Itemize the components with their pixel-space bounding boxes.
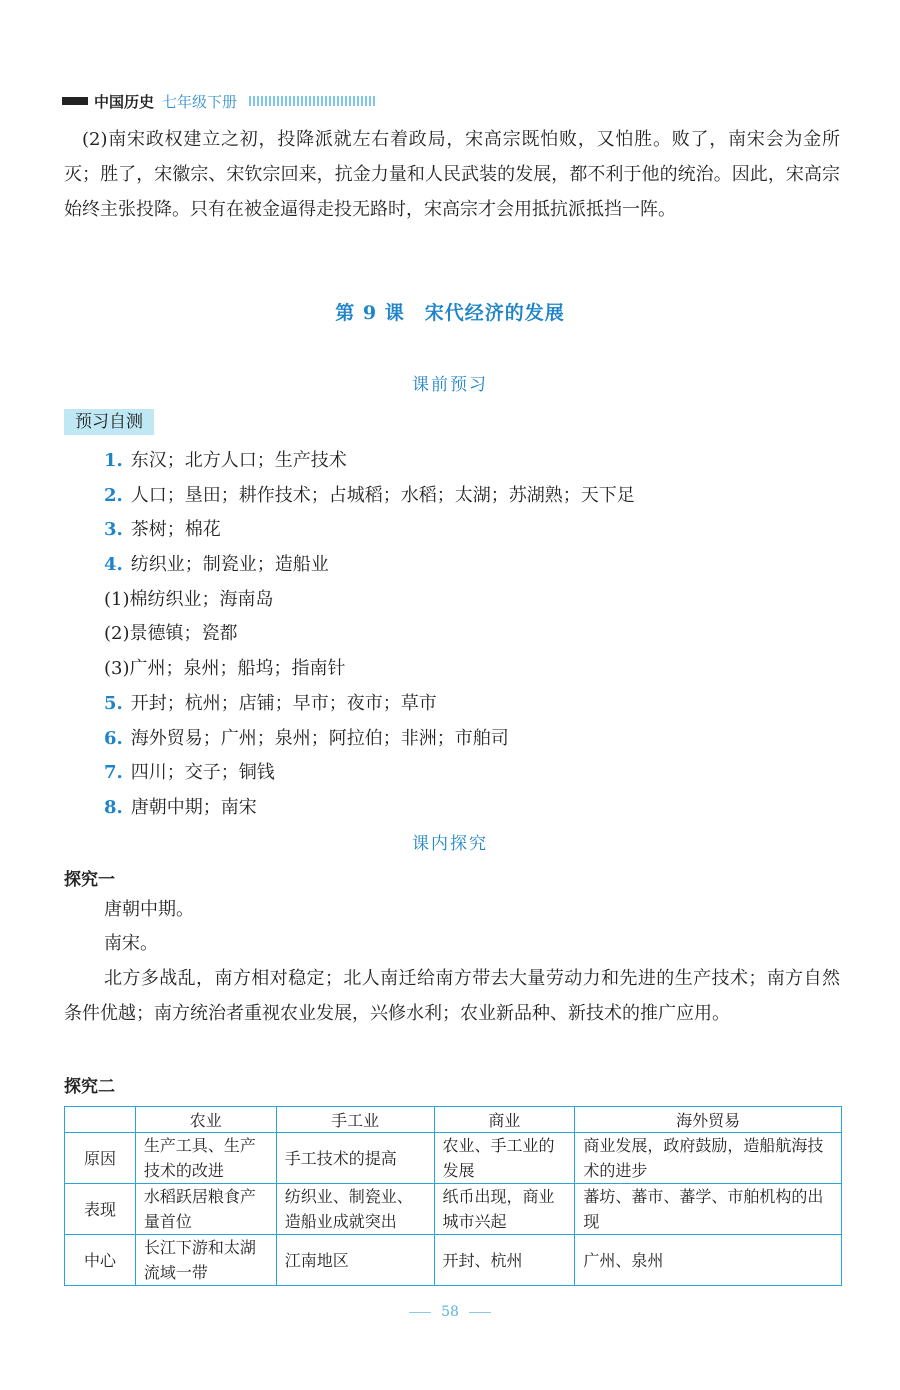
item-number: 1. <box>104 450 123 471</box>
preview-tag: 预习自测 <box>64 409 154 435</box>
row-header: 表现 <box>65 1184 136 1235</box>
running-header <box>62 92 375 110</box>
table-cell: 长江下游和太湖流域一带 <box>135 1235 276 1286</box>
probe-two-heading: 探究二 <box>64 1077 115 1097</box>
page-number-value: 58 <box>441 1304 459 1320</box>
probe-one-answer-1: 唐朝中期。 <box>104 899 194 920</box>
column-header <box>65 1107 136 1133</box>
column-header: 商业 <box>434 1107 575 1133</box>
item-number: 7. <box>104 762 123 784</box>
table-cell: 农业、手工业的发展 <box>434 1133 575 1184</box>
header-grade: 七年级下册 <box>162 92 238 111</box>
table-cell: 广州、泉州 <box>575 1235 842 1286</box>
section-title-preview: 课前预习 <box>412 375 488 395</box>
preview-answer-list <box>104 444 635 826</box>
item-text: 纺织业；制瓷业；造船业 <box>130 554 329 576</box>
item-number: 6. <box>104 727 123 749</box>
intro-paragraph: (2)南宋政权建立之初，投降派就左右着政局，宋高宗既怕败，又怕胜。败了，南宋会为金所灭；胜了，宋徽宗、宋钦宗回来，抗金力量和人民武装的发展，都不利于他的统治。因此，宋高宗始终主张投降。只有在被金逼得走投无路时，宋高宗才会用抵抗派抵挡一阵。 <box>64 129 840 220</box>
item-text: 东汉；北方人口；生产技术 <box>130 450 347 471</box>
list-item <box>104 548 635 583</box>
probe-one-heading: 探究一 <box>64 870 115 890</box>
item-number: 4. <box>104 554 123 576</box>
list-item <box>104 687 635 722</box>
table-header-row <box>65 1107 842 1133</box>
table-cell: 开封、杭州 <box>434 1235 575 1286</box>
probe-one-answer-2: 南宋。 <box>104 933 158 954</box>
page-number <box>0 1304 900 1320</box>
header-stripes <box>249 96 375 106</box>
table-row <box>65 1184 842 1235</box>
list-item <box>104 583 635 618</box>
table-cell: 江南地区 <box>276 1235 434 1286</box>
item-number: 2. <box>104 484 123 506</box>
item-number: 3. <box>104 519 123 541</box>
item-text: 四川；交子；铜钱 <box>130 762 275 784</box>
table-cell: 纸币出现，商业城市兴起 <box>434 1184 575 1235</box>
item-text: 唐朝中期；南宋 <box>130 796 257 818</box>
list-item <box>104 444 635 479</box>
row-header: 中心 <box>65 1235 136 1286</box>
table-row <box>65 1133 842 1184</box>
economy-table <box>64 1106 842 1286</box>
item-text: 人口；垦田；耕作技术；占城稻；水稻；太湖；苏湖熟；天下足 <box>130 484 635 506</box>
table-row <box>65 1235 842 1286</box>
row-header: 原因 <box>65 1133 136 1184</box>
item-number: 8. <box>104 796 123 818</box>
list-item <box>104 756 635 791</box>
page-number-dash-left <box>409 1312 431 1313</box>
item-text: 开封；杭州；店铺；早市；夜市；草市 <box>130 692 437 714</box>
probe-one-answer-3: 北方多战乱，南方相对稳定；北人南迁给南方带去大量劳动力和先进的生产技术；南方自然条件优越；南方统治者重视农业发展，兴修水利；农业新品种、新技术的推广应用。 <box>64 968 840 1024</box>
item-text: 海外贸易；广州；泉州；阿拉伯；非洲；市舶司 <box>130 727 509 749</box>
page-number-dash-right <box>469 1312 491 1313</box>
list-item <box>104 479 635 514</box>
column-header: 海外贸易 <box>575 1107 842 1133</box>
item-text: (3)广州；泉州；船坞；指南针 <box>104 658 346 680</box>
column-header: 农业 <box>135 1107 276 1133</box>
item-text: (1)棉纺织业；海南岛 <box>104 588 274 610</box>
table-cell: 生产工具、生产技术的改进 <box>135 1133 276 1184</box>
table-cell: 商业发展，政府鼓励，造船航海技术的进步 <box>575 1133 842 1184</box>
column-header: 手工业 <box>276 1107 434 1133</box>
item-text: (2)景德镇；瓷都 <box>104 623 238 645</box>
header-bar <box>62 97 88 105</box>
list-item <box>104 652 635 687</box>
section-title-inclass: 课内探究 <box>412 834 488 854</box>
table-cell: 手工技术的提高 <box>276 1133 434 1184</box>
list-item <box>104 722 635 757</box>
header-book-title: 中国历史 <box>94 92 155 111</box>
item-number: 5. <box>104 692 123 714</box>
item-text: 茶树；棉花 <box>130 519 221 541</box>
table-cell: 纺织业、制瓷业、造船业成就突出 <box>276 1184 434 1235</box>
list-item <box>104 513 635 548</box>
list-item <box>104 617 635 652</box>
list-item <box>104 791 635 826</box>
table-cell: 蕃坊、蕃市、蕃学、市舶机构的出现 <box>575 1184 842 1235</box>
table-cell: 水稻跃居粮食产量首位 <box>135 1184 276 1235</box>
lesson-title: 第 9 课 宋代经济的发展 <box>335 302 565 324</box>
